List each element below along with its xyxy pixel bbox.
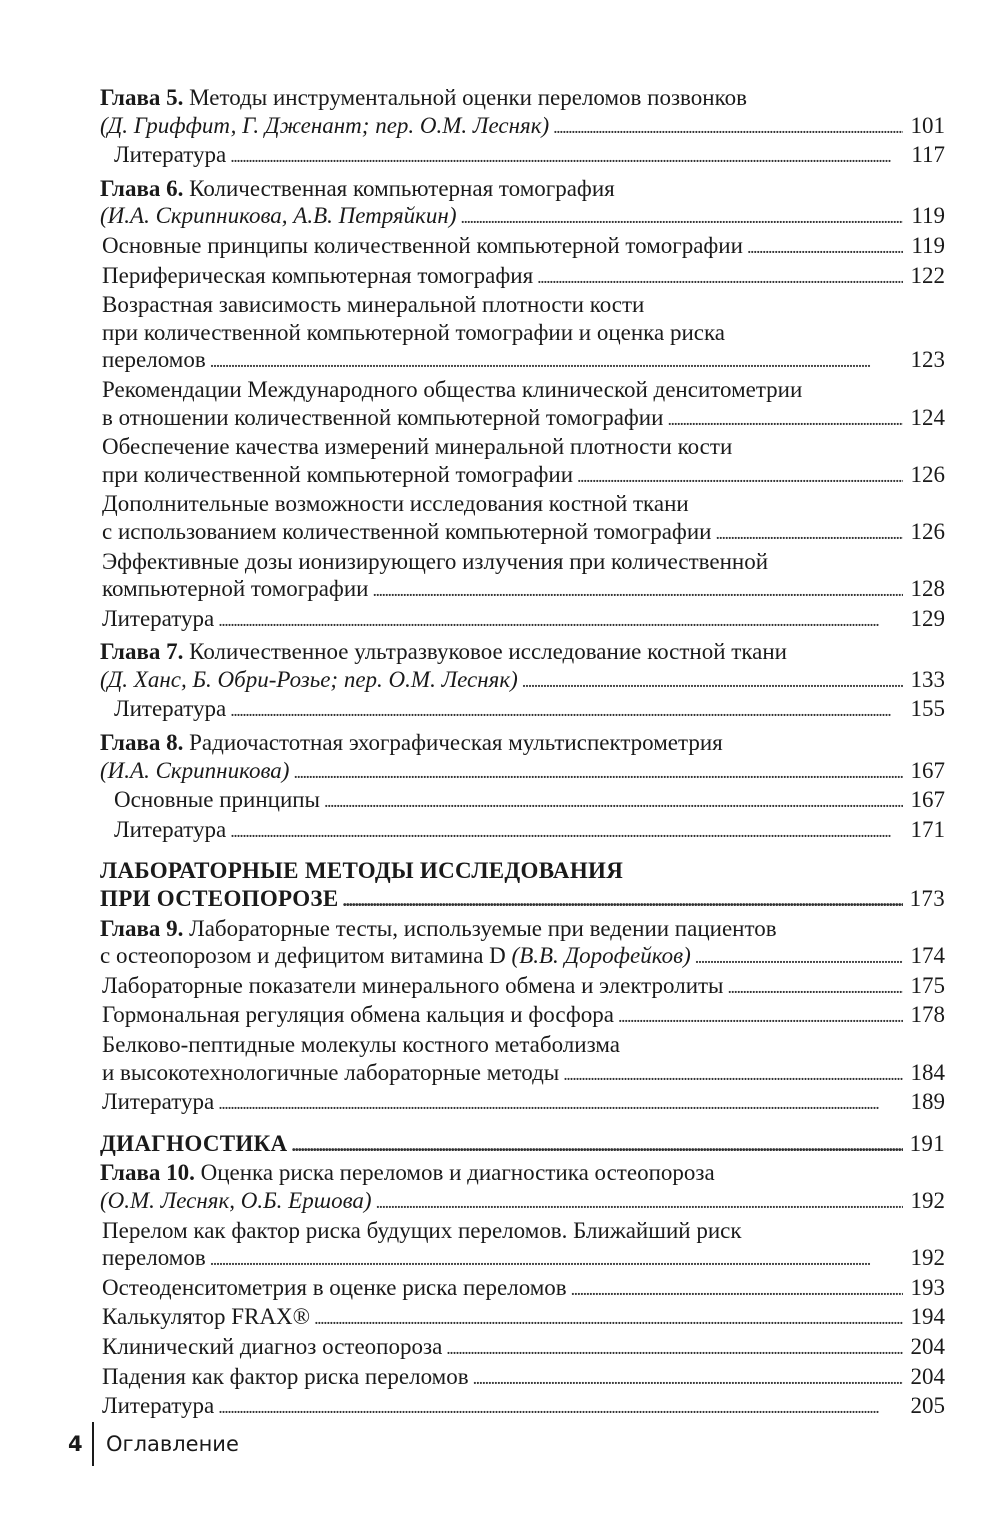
dot-leader [372,575,903,605]
entry-title: Белково-пептидные молекулы костного метаболизма [102,1032,620,1057]
page-number: 119 [911,203,945,229]
toc-entry[interactable]: Литература . . . 171 [100,816,945,846]
toc-entry[interactable] [100,548,945,576]
page-number: 173 [909,886,945,912]
dot-leader [563,1059,903,1089]
entry-title: Литература [102,1393,215,1419]
toc-chapter-9[interactable]: Глава 9. Лабораторные тесты, используемые при ведении пациентов [100,915,777,941]
dot-leader [291,1130,903,1160]
page-number: 126 [910,518,945,544]
page-number: 189 [910,1089,945,1115]
page-number: 194 [910,1304,945,1330]
footer-divider [92,1422,94,1466]
chapter-authors: (О.М. Лесняк, О.Б. Ершова) [100,1187,372,1213]
entry-title: Основные принципы количественной компьютерной томографии [102,232,743,258]
page-number: 126 [910,461,945,487]
dot-leader [210,1244,903,1274]
toc-chapter-6[interactable]: Глава 6. Количественная компьютерная томография [100,175,615,201]
dot-leader [218,1392,903,1422]
page-number: 119 [911,232,945,258]
entry-title: при количественной компьютерной томографии и оценка риска [102,319,725,345]
toc-entry[interactable] [100,112,945,142]
page-number: 205 [910,1393,945,1419]
entry-title: Периферическая компьютерная томография [102,262,534,288]
entry-title: Рекомендации Международного общества клинической денситометрии [102,376,803,402]
dot-leader [210,346,903,376]
chapter-authors: (Д. Ханс, Б. Обри-Розье; пер. О.М. Лесняк) [100,666,518,692]
page-number: 101 [910,112,945,138]
toc-entry[interactable] [100,433,945,461]
toc-entry[interactable] [100,1392,945,1422]
toc-entry[interactable]: ПРИ ОСТЕОПОРОЗЕ . . . 173 [100,885,945,915]
toc-entry[interactable] [100,972,945,1002]
entry-title: Литература [102,1089,215,1115]
toc-entry[interactable] [100,1001,945,1031]
dot-leader [293,757,903,787]
dot-leader [571,1274,903,1304]
entry-title: переломов [102,347,206,373]
toc-entry[interactable] [100,1217,945,1245]
page-number: 193 [910,1274,945,1300]
page-number: 171 [910,816,945,842]
page-number: 192 [910,1187,945,1213]
toc-entry[interactable] [100,666,945,696]
entry-title: Гормональная регуляция обмена кальция и фосфора [102,1002,614,1028]
chapter-authors: (И.А. Скрипникова) [100,757,290,783]
toc-section-lab[interactable]: ЛАБОРАТОРНЫЕ МЕТОДЫ ИССЛЕДОВАНИЯ [100,858,624,884]
toc-entry[interactable] [100,1187,945,1217]
toc-entry[interactable] [100,605,945,635]
page-number: 128 [910,576,945,602]
dot-leader [473,1363,903,1393]
page-number: 155 [910,696,945,722]
toc-entry[interactable] [100,461,945,491]
toc-entry[interactable] [100,757,945,787]
dot-leader [728,972,903,1002]
entry-title: Эффективные дозы ионизирующего излучения при количественной [102,548,769,574]
dot-leader [446,1333,903,1363]
toc-entry[interactable] [100,262,945,292]
toc-entry[interactable] [100,1303,945,1333]
dot-leader [667,404,903,434]
dot-leader [230,695,903,725]
toc-entry[interactable] [100,1031,945,1059]
toc-entry[interactable]: с остеопорозом и дефицитом витамина D (В.В. Дорофейков) . . . 174 [100,942,945,972]
table-of-contents [100,84,945,1422]
toc-entry[interactable] [100,490,945,518]
entry-title: Клинический диагноз остеопороза [102,1333,443,1359]
entry-title: Возрастная зависимость минеральной плотности кости [102,292,645,318]
toc-entry[interactable] [100,1059,945,1089]
dot-leader [218,605,903,635]
chapter-9-sections [100,972,945,1118]
page-number: 129 [910,605,945,631]
toc-chapter-5[interactable]: Глава 5. Методы инструментальной оценки переломов позвонков [100,85,747,110]
entry-title: Перелом как фактор риска будущих переломов. Ближайший риск [102,1217,742,1243]
entry-title: компьютерной томографии [102,576,369,602]
dot-leader [577,461,903,491]
entry-title: при количественной компьютерной томографии [102,461,574,487]
entry-title: Обеспечение качества измерений минеральной плотности кости [102,434,733,460]
toc-chapter-7[interactable]: Глава 7. Количественное ультразвуковое исследование костной ткани [100,639,787,665]
entry-title: Падения как фактор риска переломов [102,1363,469,1389]
toc-entry[interactable] [100,1333,945,1363]
entry-title: переломов [102,1245,206,1271]
toc-entry[interactable] [100,1363,945,1393]
dot-leader [343,885,904,915]
entry-title: Литература [102,605,215,631]
toc-entry[interactable] [100,404,945,434]
entry-title: в отношении количественной компьютерной томографии [102,404,664,430]
chapter-10-sections [100,1217,945,1422]
page-number: 123 [910,347,945,373]
chapter-authors: (И.А. Скрипникова, А.В. Петряйкин) [100,203,457,229]
dot-leader [618,1001,903,1031]
page-number: 204 [910,1333,945,1359]
dot-leader [553,112,903,142]
toc-entry[interactable] [100,518,945,548]
page-number: 184 [910,1059,945,1085]
toc-entry[interactable] [100,1274,945,1304]
footer-section-title: Оглавление [106,1432,239,1456]
toc-entry[interactable] [100,202,945,232]
page-number: 117 [911,142,945,168]
dot-leader [314,1303,903,1333]
toc-entry[interactable]: Литература . . . 117 [100,141,945,171]
chapter-authors: (В.В. Дорофейков) [511,943,691,969]
dot-leader [715,518,903,548]
toc-chapter-8[interactable]: Глава 8. Радиочастотная эхографическая мультиспектрометрия [100,730,723,756]
page-number: 122 [910,262,945,288]
page-number: 124 [910,404,945,430]
toc-entry[interactable] [100,319,945,347]
dot-leader [218,1088,903,1118]
page-number: 175 [910,972,945,998]
page-number: 133 [910,666,945,692]
chapter-6-sections [100,232,945,634]
toc-entry[interactable] [100,376,945,404]
dot-leader [230,141,903,171]
toc-entry[interactable] [100,346,945,376]
page-number: 174 [910,943,945,969]
dot-leader [460,202,903,232]
chapter-authors: (Д. Гриффит, Г. Дженант; пер. О.М. Лесняк) [100,112,550,138]
dot-leader [695,942,903,972]
page-number: 192 [910,1245,945,1271]
dot-leader [537,262,903,292]
entry-title: Дополнительные возможности исследования костной ткани [102,491,689,517]
toc-section-diagnostics[interactable]: ДИАГНОСТИКА . . . 191 [100,1130,945,1160]
page-number: 167 [910,787,945,813]
toc-entry[interactable]: Литература . . . 155 [100,695,945,725]
page-number: 178 [910,1002,945,1028]
page-footer [68,1422,239,1466]
dot-leader [376,1187,903,1217]
page-number: 167 [910,757,945,783]
page-number: 191 [909,1130,945,1156]
entry-title: Калькулятор FRAX® [102,1304,311,1330]
toc-entry[interactable] [100,232,945,262]
dot-leader [747,232,903,262]
dot-leader [522,666,903,696]
toc-entry[interactable] [100,575,945,605]
toc-entry[interactable] [100,291,945,319]
entry-title: Остеоденситометрия в оценке риска переломов [102,1274,567,1300]
page-number: 204 [910,1363,945,1389]
toc-entry[interactable] [100,1244,945,1274]
dot-leader [230,816,903,846]
footer-page-number: 4 [68,1432,83,1456]
toc-entry[interactable]: Основные принципы . . . 167 [100,786,945,816]
toc-chapter-10[interactable]: Глава 10. Оценка риска переломов и диагностика остеопороза [100,1160,715,1186]
entry-title: Лабораторные показатели минерального обмена и электролиты [102,972,724,998]
entry-title: с использованием количественной компьютерной томографии [102,518,712,544]
dot-leader [324,786,903,816]
entry-title: и высокотехнологичные лабораторные методы [102,1059,560,1085]
toc-entry[interactable] [100,1088,945,1118]
